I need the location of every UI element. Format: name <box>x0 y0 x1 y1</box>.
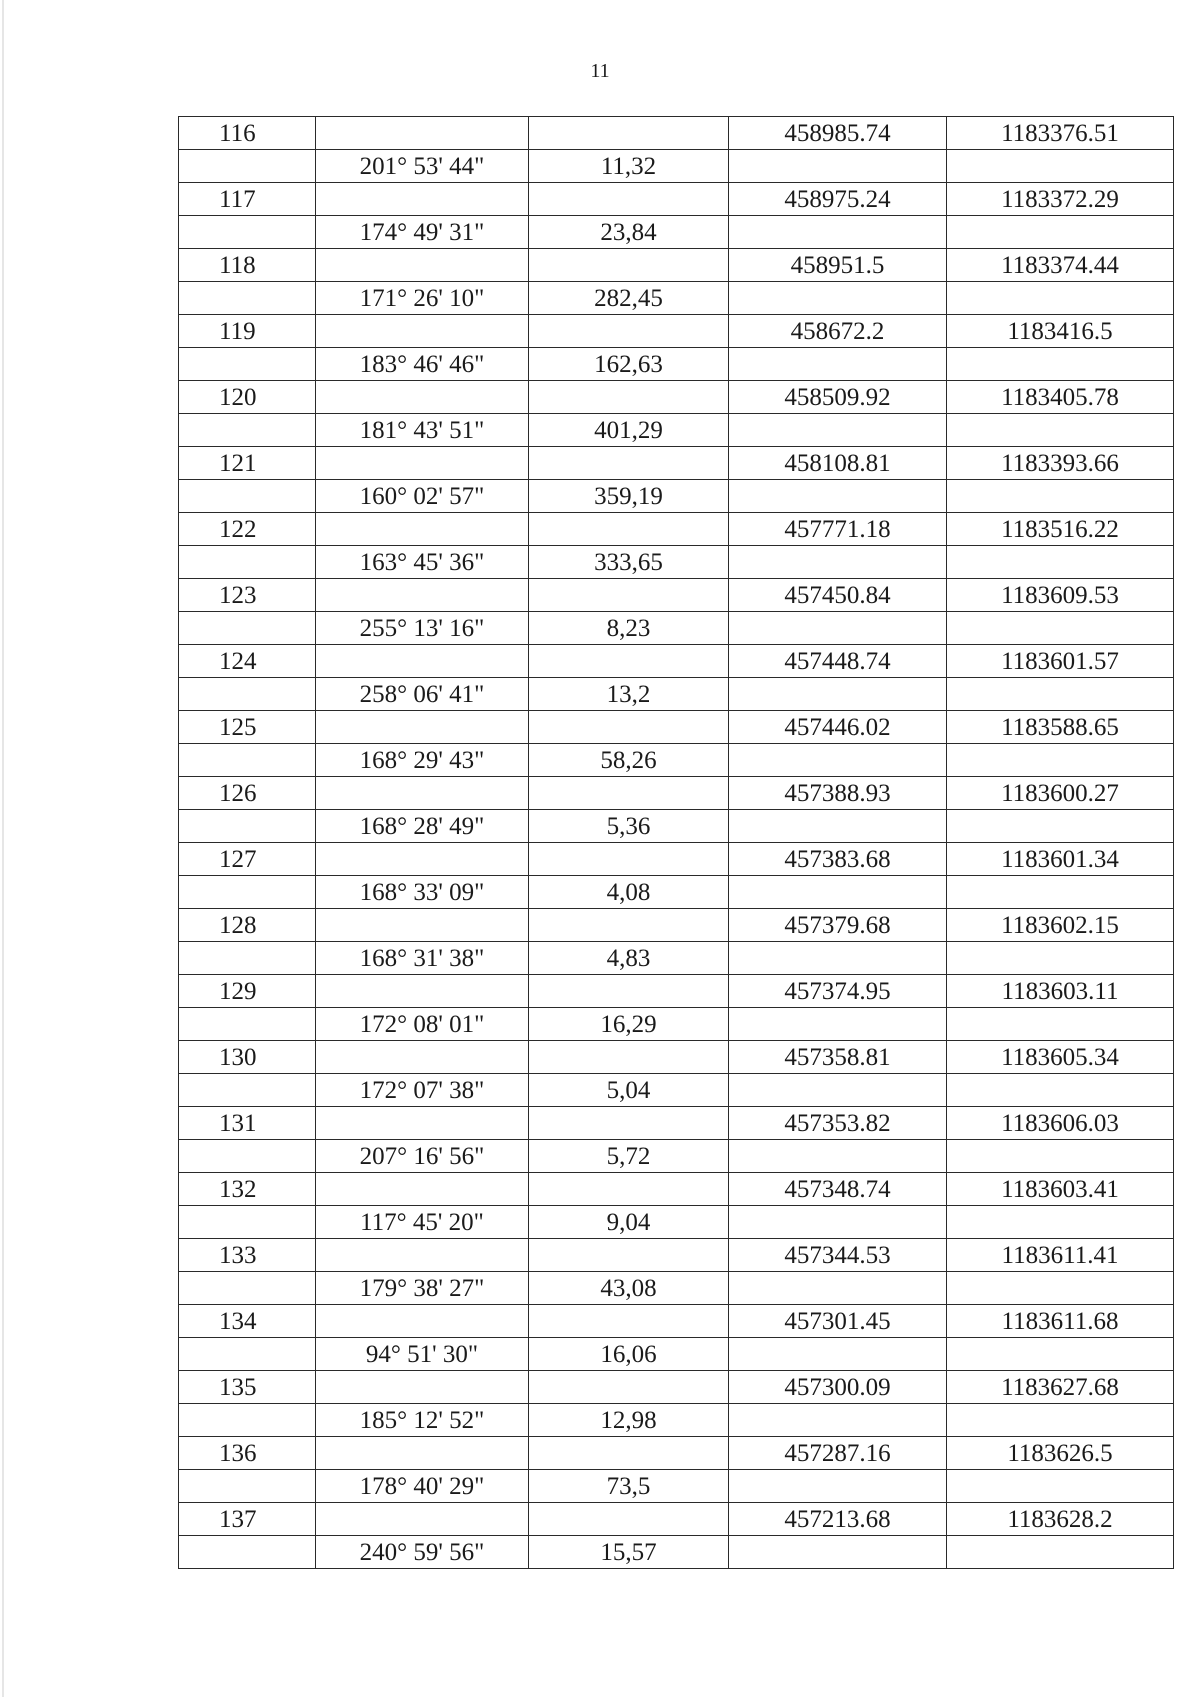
empty-cell <box>316 1305 529 1338</box>
point-number-cell: 130 <box>179 1041 316 1074</box>
empty-cell <box>947 414 1174 447</box>
empty-cell <box>179 612 316 645</box>
point-row <box>179 711 1174 744</box>
point-number-cell: 120 <box>179 381 316 414</box>
y-coordinate-cell: 1183588.65 <box>947 711 1174 744</box>
empty-cell <box>316 117 529 150</box>
point-row <box>179 1239 1174 1272</box>
direction-angle-cell: 179° 38' 27" <box>316 1272 529 1305</box>
point-row <box>179 1305 1174 1338</box>
empty-cell <box>179 1470 316 1503</box>
segment-row <box>179 150 1174 183</box>
y-coordinate-cell: 1183393.66 <box>947 447 1174 480</box>
empty-cell <box>947 480 1174 513</box>
direction-angle-cell: 240° 59' 56" <box>316 1536 529 1569</box>
segment-row <box>179 744 1174 777</box>
empty-cell <box>529 1503 729 1536</box>
segment-length-cell: 5,72 <box>529 1140 729 1173</box>
empty-cell <box>316 183 529 216</box>
point-row <box>179 315 1174 348</box>
empty-cell <box>529 1107 729 1140</box>
coordinates-table <box>178 116 1174 1569</box>
segment-row <box>179 546 1174 579</box>
x-coordinate-cell: 458975.24 <box>729 183 947 216</box>
segment-row <box>179 1536 1174 1569</box>
direction-angle-cell: 207° 16' 56" <box>316 1140 529 1173</box>
empty-cell <box>947 678 1174 711</box>
empty-cell <box>729 1272 947 1305</box>
point-number-cell: 136 <box>179 1437 316 1470</box>
point-row <box>179 1107 1174 1140</box>
segment-length-cell: 13,2 <box>529 678 729 711</box>
empty-cell <box>529 513 729 546</box>
segment-length-cell: 5,36 <box>529 810 729 843</box>
empty-cell <box>947 348 1174 381</box>
x-coordinate-cell: 457301.45 <box>729 1305 947 1338</box>
segment-length-cell: 23,84 <box>529 216 729 249</box>
segment-length-cell: 4,08 <box>529 876 729 909</box>
segment-length-cell: 359,19 <box>529 480 729 513</box>
empty-cell <box>729 348 947 381</box>
direction-angle-cell: 168° 29' 43" <box>316 744 529 777</box>
empty-cell <box>529 249 729 282</box>
segment-length-cell: 5,04 <box>529 1074 729 1107</box>
segment-row <box>179 1140 1174 1173</box>
point-number-cell: 117 <box>179 183 316 216</box>
point-number-cell: 131 <box>179 1107 316 1140</box>
segment-row <box>179 1404 1174 1437</box>
empty-cell <box>316 249 529 282</box>
x-coordinate-cell: 458985.74 <box>729 117 947 150</box>
empty-cell <box>529 1173 729 1206</box>
point-row <box>179 1437 1174 1470</box>
empty-cell <box>729 1470 947 1503</box>
x-coordinate-cell: 457344.53 <box>729 1239 947 1272</box>
empty-cell <box>529 645 729 678</box>
segment-row <box>179 480 1174 513</box>
x-coordinate-cell: 457353.82 <box>729 1107 947 1140</box>
point-number-cell: 123 <box>179 579 316 612</box>
segment-row <box>179 1206 1174 1239</box>
y-coordinate-cell: 1183405.78 <box>947 381 1174 414</box>
empty-cell <box>179 414 316 447</box>
direction-angle-cell: 163° 45' 36" <box>316 546 529 579</box>
empty-cell <box>729 1140 947 1173</box>
empty-cell <box>947 1470 1174 1503</box>
empty-cell <box>529 579 729 612</box>
y-coordinate-cell: 1183626.5 <box>947 1437 1174 1470</box>
segment-length-cell: 4,83 <box>529 942 729 975</box>
segment-row <box>179 612 1174 645</box>
point-row <box>179 645 1174 678</box>
x-coordinate-cell: 458108.81 <box>729 447 947 480</box>
point-number-cell: 127 <box>179 843 316 876</box>
y-coordinate-cell: 1183628.2 <box>947 1503 1174 1536</box>
x-coordinate-cell: 457213.68 <box>729 1503 947 1536</box>
point-number-cell: 118 <box>179 249 316 282</box>
x-coordinate-cell: 457446.02 <box>729 711 947 744</box>
empty-cell <box>947 876 1174 909</box>
empty-cell <box>947 1074 1174 1107</box>
direction-angle-cell: 172° 08' 01" <box>316 1008 529 1041</box>
empty-cell <box>729 942 947 975</box>
point-number-cell: 116 <box>179 117 316 150</box>
point-number-cell: 128 <box>179 909 316 942</box>
empty-cell <box>316 381 529 414</box>
y-coordinate-cell: 1183602.15 <box>947 909 1174 942</box>
empty-cell <box>316 579 529 612</box>
empty-cell <box>729 216 947 249</box>
empty-cell <box>316 447 529 480</box>
segment-row <box>179 1008 1174 1041</box>
segment-row <box>179 1338 1174 1371</box>
empty-cell <box>947 1272 1174 1305</box>
point-row <box>179 843 1174 876</box>
direction-angle-cell: 168° 28' 49" <box>316 810 529 843</box>
empty-cell <box>947 216 1174 249</box>
segment-row <box>179 414 1174 447</box>
empty-cell <box>316 843 529 876</box>
empty-cell <box>947 612 1174 645</box>
empty-cell <box>947 1536 1174 1569</box>
y-coordinate-cell: 1183603.11 <box>947 975 1174 1008</box>
empty-cell <box>529 909 729 942</box>
segment-length-cell: 162,63 <box>529 348 729 381</box>
empty-cell <box>179 942 316 975</box>
empty-cell <box>529 975 729 1008</box>
empty-cell <box>529 1041 729 1074</box>
y-coordinate-cell: 1183627.68 <box>947 1371 1174 1404</box>
empty-cell <box>316 513 529 546</box>
direction-angle-cell: 160° 02' 57" <box>316 480 529 513</box>
empty-cell <box>316 1173 529 1206</box>
empty-cell <box>947 1338 1174 1371</box>
empty-cell <box>179 1074 316 1107</box>
point-row <box>179 183 1174 216</box>
x-coordinate-cell: 458672.2 <box>729 315 947 348</box>
empty-cell <box>316 645 529 678</box>
y-coordinate-cell: 1183376.51 <box>947 117 1174 150</box>
segment-row <box>179 678 1174 711</box>
point-row <box>179 117 1174 150</box>
empty-cell <box>729 1074 947 1107</box>
page-edge-mark <box>2 0 4 1697</box>
coordinates-table-body <box>179 117 1174 1569</box>
segment-length-cell: 11,32 <box>529 150 729 183</box>
empty-cell <box>316 909 529 942</box>
empty-cell <box>729 810 947 843</box>
point-number-cell: 125 <box>179 711 316 744</box>
empty-cell <box>529 117 729 150</box>
point-row <box>179 1041 1174 1074</box>
empty-cell <box>729 480 947 513</box>
point-row <box>179 777 1174 810</box>
empty-cell <box>179 1338 316 1371</box>
direction-angle-cell: 255° 13' 16" <box>316 612 529 645</box>
empty-cell <box>947 942 1174 975</box>
x-coordinate-cell: 457358.81 <box>729 1041 947 1074</box>
point-row <box>179 1371 1174 1404</box>
empty-cell <box>729 150 947 183</box>
point-number-cell: 129 <box>179 975 316 1008</box>
point-number-cell: 126 <box>179 777 316 810</box>
empty-cell <box>529 183 729 216</box>
segment-length-cell: 12,98 <box>529 1404 729 1437</box>
y-coordinate-cell: 1183611.41 <box>947 1239 1174 1272</box>
empty-cell <box>729 1338 947 1371</box>
empty-cell <box>529 1437 729 1470</box>
empty-cell <box>729 744 947 777</box>
point-number-cell: 134 <box>179 1305 316 1338</box>
x-coordinate-cell: 458509.92 <box>729 381 947 414</box>
empty-cell <box>947 282 1174 315</box>
direction-angle-cell: 258° 06' 41" <box>316 678 529 711</box>
direction-angle-cell: 183° 46' 46" <box>316 348 529 381</box>
empty-cell <box>729 1008 947 1041</box>
empty-cell <box>179 1206 316 1239</box>
point-row <box>179 1173 1174 1206</box>
empty-cell <box>729 546 947 579</box>
segment-length-cell: 282,45 <box>529 282 729 315</box>
empty-cell <box>529 777 729 810</box>
point-number-cell: 122 <box>179 513 316 546</box>
page-number: 11 <box>590 60 610 82</box>
empty-cell <box>179 1272 316 1305</box>
y-coordinate-cell: 1183606.03 <box>947 1107 1174 1140</box>
empty-cell <box>529 843 729 876</box>
empty-cell <box>179 546 316 579</box>
empty-cell <box>947 1140 1174 1173</box>
segment-row <box>179 810 1174 843</box>
empty-cell <box>179 1404 316 1437</box>
x-coordinate-cell: 457287.16 <box>729 1437 947 1470</box>
point-row <box>179 1503 1174 1536</box>
empty-cell <box>947 1206 1174 1239</box>
empty-cell <box>179 678 316 711</box>
y-coordinate-cell: 1183601.34 <box>947 843 1174 876</box>
direction-angle-cell: 168° 31' 38" <box>316 942 529 975</box>
empty-cell <box>529 381 729 414</box>
empty-cell <box>729 876 947 909</box>
empty-cell <box>179 1140 316 1173</box>
empty-cell <box>179 744 316 777</box>
empty-cell <box>316 1107 529 1140</box>
empty-cell <box>947 546 1174 579</box>
point-row <box>179 513 1174 546</box>
empty-cell <box>179 348 316 381</box>
x-coordinate-cell: 457379.68 <box>729 909 947 942</box>
empty-cell <box>947 150 1174 183</box>
segment-row <box>179 216 1174 249</box>
segment-length-cell: 8,23 <box>529 612 729 645</box>
point-number-cell: 121 <box>179 447 316 480</box>
segment-row <box>179 1074 1174 1107</box>
empty-cell <box>529 1371 729 1404</box>
empty-cell <box>729 414 947 447</box>
empty-cell <box>179 1008 316 1041</box>
empty-cell <box>947 744 1174 777</box>
empty-cell <box>729 1536 947 1569</box>
x-coordinate-cell: 457383.68 <box>729 843 947 876</box>
direction-angle-cell: 201° 53' 44" <box>316 150 529 183</box>
segment-length-cell: 333,65 <box>529 546 729 579</box>
y-coordinate-cell: 1183374.44 <box>947 249 1174 282</box>
point-row <box>179 909 1174 942</box>
empty-cell <box>529 1305 729 1338</box>
direction-angle-cell: 174° 49' 31" <box>316 216 529 249</box>
empty-cell <box>316 777 529 810</box>
x-coordinate-cell: 457348.74 <box>729 1173 947 1206</box>
empty-cell <box>179 876 316 909</box>
point-row <box>179 447 1174 480</box>
empty-cell <box>316 1041 529 1074</box>
y-coordinate-cell: 1183603.41 <box>947 1173 1174 1206</box>
empty-cell <box>179 216 316 249</box>
empty-cell <box>529 1239 729 1272</box>
segment-row <box>179 282 1174 315</box>
segment-length-cell: 16,29 <box>529 1008 729 1041</box>
point-row <box>179 975 1174 1008</box>
x-coordinate-cell: 457771.18 <box>729 513 947 546</box>
empty-cell <box>179 810 316 843</box>
direction-angle-cell: 117° 45' 20" <box>316 1206 529 1239</box>
y-coordinate-cell: 1183516.22 <box>947 513 1174 546</box>
empty-cell <box>947 1008 1174 1041</box>
y-coordinate-cell: 1183416.5 <box>947 315 1174 348</box>
empty-cell <box>179 150 316 183</box>
segment-length-cell: 9,04 <box>529 1206 729 1239</box>
segment-row <box>179 348 1174 381</box>
segment-row <box>179 1470 1174 1503</box>
empty-cell <box>316 1371 529 1404</box>
direction-angle-cell: 171° 26' 10" <box>316 282 529 315</box>
empty-cell <box>179 282 316 315</box>
x-coordinate-cell: 457450.84 <box>729 579 947 612</box>
empty-cell <box>729 1206 947 1239</box>
direction-angle-cell: 181° 43' 51" <box>316 414 529 447</box>
empty-cell <box>179 1536 316 1569</box>
empty-cell <box>729 678 947 711</box>
segment-length-cell: 16,06 <box>529 1338 729 1371</box>
empty-cell <box>729 282 947 315</box>
segment-length-cell: 401,29 <box>529 414 729 447</box>
y-coordinate-cell: 1183601.57 <box>947 645 1174 678</box>
empty-cell <box>316 1239 529 1272</box>
empty-cell <box>316 315 529 348</box>
direction-angle-cell: 185° 12' 52" <box>316 1404 529 1437</box>
direction-angle-cell: 172° 07' 38" <box>316 1074 529 1107</box>
empty-cell <box>729 612 947 645</box>
point-number-cell: 124 <box>179 645 316 678</box>
segment-length-cell: 15,57 <box>529 1536 729 1569</box>
point-number-cell: 119 <box>179 315 316 348</box>
empty-cell <box>947 810 1174 843</box>
point-number-cell: 133 <box>179 1239 316 1272</box>
segment-length-cell: 43,08 <box>529 1272 729 1305</box>
point-row <box>179 381 1174 414</box>
direction-angle-cell: 178° 40' 29" <box>316 1470 529 1503</box>
x-coordinate-cell: 458951.5 <box>729 249 947 282</box>
empty-cell <box>729 1404 947 1437</box>
empty-cell <box>529 447 729 480</box>
point-number-cell: 135 <box>179 1371 316 1404</box>
y-coordinate-cell: 1183609.53 <box>947 579 1174 612</box>
segment-row <box>179 942 1174 975</box>
y-coordinate-cell: 1183605.34 <box>947 1041 1174 1074</box>
x-coordinate-cell: 457448.74 <box>729 645 947 678</box>
y-coordinate-cell: 1183600.27 <box>947 777 1174 810</box>
point-row <box>179 249 1174 282</box>
direction-angle-cell: 94° 51' 30" <box>316 1338 529 1371</box>
x-coordinate-cell: 457388.93 <box>729 777 947 810</box>
y-coordinate-cell: 1183611.68 <box>947 1305 1174 1338</box>
empty-cell <box>316 1437 529 1470</box>
empty-cell <box>529 711 729 744</box>
point-number-cell: 137 <box>179 1503 316 1536</box>
empty-cell <box>529 315 729 348</box>
point-row <box>179 579 1174 612</box>
empty-cell <box>316 975 529 1008</box>
direction-angle-cell: 168° 33' 09" <box>316 876 529 909</box>
empty-cell <box>316 711 529 744</box>
empty-cell <box>179 480 316 513</box>
empty-cell <box>947 1404 1174 1437</box>
segment-length-cell: 58,26 <box>529 744 729 777</box>
point-number-cell: 132 <box>179 1173 316 1206</box>
segment-row <box>179 1272 1174 1305</box>
segment-row <box>179 876 1174 909</box>
x-coordinate-cell: 457300.09 <box>729 1371 947 1404</box>
x-coordinate-cell: 457374.95 <box>729 975 947 1008</box>
y-coordinate-cell: 1183372.29 <box>947 183 1174 216</box>
empty-cell <box>316 1503 529 1536</box>
segment-length-cell: 73,5 <box>529 1470 729 1503</box>
